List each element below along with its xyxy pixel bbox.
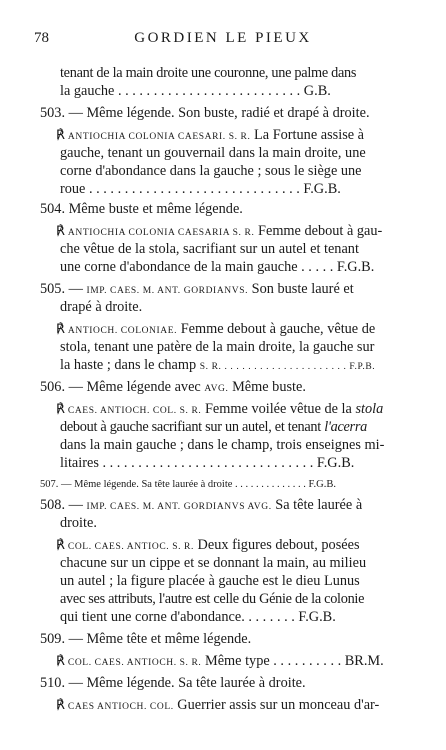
- coin-legend: ANTIOCH. COLONIAE.: [67, 326, 178, 336]
- entry-507: 507. — Même légende. Sa tête laurée à droite . . . . . . . . . . . . . . F.G.B.: [40, 479, 337, 490]
- coin-legend: ANTIOCHIA COLONIA CAESARI. S. R.: [67, 132, 251, 142]
- coin-legend: ANTIOCHIA COLONIA CAESARIA S. R.: [67, 228, 255, 238]
- reverse-symbol-icon: ℟: [56, 401, 65, 416]
- entry-506: 506. — Même légende avec AVG. Même buste.: [40, 379, 306, 395]
- coin-legend: COL. CAES. ANTIOCH. S. R.: [67, 658, 202, 668]
- text-line: la haste ; dans le champ S. R. . . . . . . . . . . . . . . . . . . . . . F.P.B.: [60, 357, 376, 373]
- text-line: qui tient une corne d'abondance. . . . . . . . F.G.B.: [60, 609, 336, 625]
- text-line: roue . . . . . . . . . . . . . . . . . . . . . . . . . . . . . . F.G.B.: [60, 181, 341, 197]
- reverse-symbol-icon: ℟: [56, 321, 65, 336]
- text-line: un autel ; la figure placée à gauche est le dieu Lunus: [60, 573, 360, 589]
- reverse-line: ℟ CAES. ANTIOCH. COL. S. R. Femme voilée vêtue de la stola: [56, 401, 384, 417]
- entry-509: 509. — Même tête et même légende.: [40, 631, 252, 647]
- running-header: [0, 30, 446, 54]
- reverse-symbol-icon: ℟: [56, 223, 65, 238]
- text-line: stola, tenant une patère de la main droite, la gauche sur: [60, 339, 375, 355]
- text-line: drapé à droite.: [60, 299, 143, 315]
- text-line: avec ses attributs, l'autre est celle du Génie de la colonie: [60, 591, 365, 607]
- coin-legend: IMP. CAES. M. ANT. GORDIANVS.: [86, 286, 249, 296]
- entry-505: 505. — IMP. CAES. M. ANT. GORDIANVS. Son buste lauré et: [40, 281, 354, 297]
- text-line: tenant de la main droite une couronne, une palme dans: [60, 65, 357, 81]
- text-line: une corne d'abondance de la main gauche . . . . . F.G.B.: [60, 259, 375, 275]
- reverse-line: ℟ ANTIOCHIA COLONIA CAESARIA S. R. Femme debout à gau-: [56, 223, 383, 239]
- coin-legend: CAES. ANTIOCH. COL. S. R.: [67, 406, 202, 416]
- reverse-line: ℟ CAES ANTIOCH. COL. Guerrier assis sur un monceau d'ar-: [56, 697, 380, 713]
- text-line: litaires . . . . . . . . . . . . . . . . . . . . . . . . . . . . . . F.G.B.: [60, 455, 355, 471]
- entry-503: 503. — Même légende. Son buste, radié et drapé à droite.: [40, 105, 370, 121]
- text-line: la gauche . . . . . . . . . . . . . . . . . . . . . . . . . . G.B.: [60, 83, 331, 99]
- text-line: che vêtue de la stola, sacrifiant sur un autel et tenant: [60, 241, 359, 257]
- coin-legend: COL. CAES. ANTIOC. S. R.: [67, 542, 194, 552]
- text-line: chacune sur un cippe et se donnant la main, au milieu: [60, 555, 367, 571]
- entry-504: 504. Même buste et même légende.: [40, 201, 243, 217]
- reverse-line: ℟ COL. CAES. ANTIOCH. S. R. Même type . . . . . . . . . . BR.M.: [56, 653, 384, 669]
- text-line: corne d'abondance dans la gauche ; sous le siège une: [60, 163, 362, 179]
- reverse-symbol-icon: ℟: [56, 653, 65, 668]
- text-line: droite.: [60, 515, 97, 531]
- reverse-symbol-icon: ℟: [56, 537, 65, 552]
- reverse-line: ℟ ANTIOCH. COLONIAE. Femme debout à gauche, vêtue de: [56, 321, 376, 337]
- coin-legend: IMP. CAES. M. ANT. GORDIANVS AVG.: [86, 502, 272, 512]
- reverse-symbol-icon: ℟: [56, 127, 65, 142]
- reverse-symbol-icon: ℟: [56, 697, 65, 712]
- text-line: debout à gauche sacrifiant sur un autel, et tenant l'acerra: [60, 419, 367, 435]
- page-number: 78: [34, 30, 49, 46]
- reverse-line: ℟ COL. CAES. ANTIOC. S. R. Deux figures debout, posées: [56, 537, 360, 553]
- entry-510: 510. — Même légende. Sa tête laurée à droite.: [40, 675, 306, 691]
- entry-508: 508. — IMP. CAES. M. ANT. GORDIANVS AVG. Sa tête laurée à: [40, 497, 363, 513]
- page-title: GORDIEN LE PIEUX: [134, 30, 312, 46]
- text-line: gauche, tenant un gouvernail dans la main droite, une: [60, 145, 366, 161]
- text-line: dans la main gauche ; dans le champ, trois enseignes mi-: [60, 437, 385, 453]
- reverse-line: ℟ ANTIOCHIA COLONIA CAESARI. S. R. La Fortune assise à: [56, 127, 365, 143]
- coin-legend: CAES ANTIOCH. COL.: [67, 702, 174, 712]
